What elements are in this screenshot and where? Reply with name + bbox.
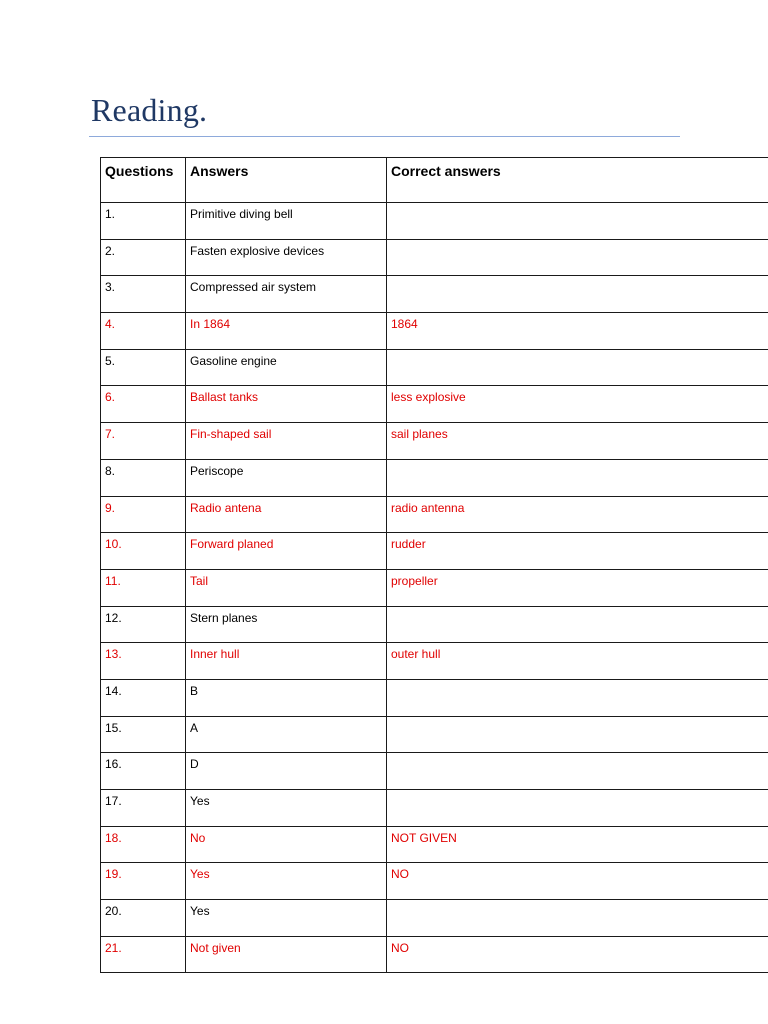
correct-answer-cell — [387, 606, 768, 643]
correct-answer-cell — [387, 203, 768, 240]
answer-cell: Yes — [186, 790, 387, 827]
correct-answer-cell — [387, 239, 768, 276]
table-row — [101, 863, 768, 900]
question-number-cell: 14. — [101, 679, 186, 716]
table-body — [101, 203, 768, 973]
correct-answer-cell: 1864 — [387, 313, 768, 350]
question-number-cell: 2. — [101, 239, 186, 276]
question-number-cell: 18. — [101, 826, 186, 863]
question-number-cell: 21. — [101, 936, 186, 973]
table-row — [101, 496, 768, 533]
question-number-cell: 1. — [101, 203, 186, 240]
table-row — [101, 203, 768, 240]
answer-cell: Fasten explosive devices — [186, 239, 387, 276]
table-row — [101, 533, 768, 570]
question-number-cell: 11. — [101, 569, 186, 606]
question-number-cell: 17. — [101, 790, 186, 827]
table-row — [101, 716, 768, 753]
answer-cell: Forward planed — [186, 533, 387, 570]
answer-cell: Yes — [186, 863, 387, 900]
answer-cell: B — [186, 679, 387, 716]
table-row — [101, 423, 768, 460]
correct-answer-cell — [387, 349, 768, 386]
table-row — [101, 679, 768, 716]
answer-cell: D — [186, 753, 387, 790]
answer-cell: Gasoline engine — [186, 349, 387, 386]
answer-cell: Stern planes — [186, 606, 387, 643]
table-row — [101, 790, 768, 827]
answer-cell: No — [186, 826, 387, 863]
correct-answer-cell: less explosive — [387, 386, 768, 423]
header-questions: Questions — [101, 158, 186, 203]
answer-cell: Ballast tanks — [186, 386, 387, 423]
table-row — [101, 900, 768, 937]
correct-answer-cell: radio antenna — [387, 496, 768, 533]
question-number-cell: 20. — [101, 900, 186, 937]
page-title: Reading. — [91, 92, 208, 128]
correct-answer-cell — [387, 679, 768, 716]
correct-answer-cell — [387, 716, 768, 753]
correct-answer-cell: NO — [387, 936, 768, 973]
question-number-cell: 4. — [101, 313, 186, 350]
question-number-cell: 5. — [101, 349, 186, 386]
header-correct-answers: Correct answers — [387, 158, 768, 203]
correct-answer-cell — [387, 790, 768, 827]
correct-answer-cell: NOT GIVEN — [387, 826, 768, 863]
correct-answer-cell: sail planes — [387, 423, 768, 460]
table-row — [101, 569, 768, 606]
answers-table — [100, 157, 768, 973]
answer-cell: Inner hull — [186, 643, 387, 680]
correct-answer-cell — [387, 753, 768, 790]
table-row — [101, 349, 768, 386]
question-number-cell: 12. — [101, 606, 186, 643]
question-number-cell: 10. — [101, 533, 186, 570]
table-header-row — [101, 158, 768, 203]
question-number-cell: 19. — [101, 863, 186, 900]
answer-cell: Yes — [186, 900, 387, 937]
answer-cell: A — [186, 716, 387, 753]
table-row — [101, 276, 768, 313]
table-row — [101, 386, 768, 423]
answer-cell: Tail — [186, 569, 387, 606]
correct-answer-cell: outer hull — [387, 643, 768, 680]
header-answers: Answers — [186, 158, 387, 203]
correct-answer-cell — [387, 459, 768, 496]
answer-cell: Compressed air system — [186, 276, 387, 313]
title-underline — [89, 136, 680, 137]
correct-answer-cell — [387, 276, 768, 313]
question-number-cell: 9. — [101, 496, 186, 533]
correct-answer-cell: rudder — [387, 533, 768, 570]
question-number-cell: 13. — [101, 643, 186, 680]
answer-cell: Primitive diving bell — [186, 203, 387, 240]
table-row — [101, 459, 768, 496]
answer-cell: Not given — [186, 936, 387, 973]
table-row — [101, 936, 768, 973]
question-number-cell: 15. — [101, 716, 186, 753]
question-number-cell: 6. — [101, 386, 186, 423]
table-row — [101, 753, 768, 790]
table-row — [101, 606, 768, 643]
question-number-cell: 8. — [101, 459, 186, 496]
answer-cell: Periscope — [186, 459, 387, 496]
answer-cell: Fin-shaped sail — [186, 423, 387, 460]
table-row — [101, 239, 768, 276]
table-row — [101, 826, 768, 863]
answer-cell: In 1864 — [186, 313, 387, 350]
table-row — [101, 643, 768, 680]
table-row — [101, 313, 768, 350]
answer-cell: Radio antena — [186, 496, 387, 533]
correct-answer-cell: NO — [387, 863, 768, 900]
correct-answer-cell — [387, 900, 768, 937]
question-number-cell: 7. — [101, 423, 186, 460]
question-number-cell: 16. — [101, 753, 186, 790]
correct-answer-cell: propeller — [387, 569, 768, 606]
question-number-cell: 3. — [101, 276, 186, 313]
